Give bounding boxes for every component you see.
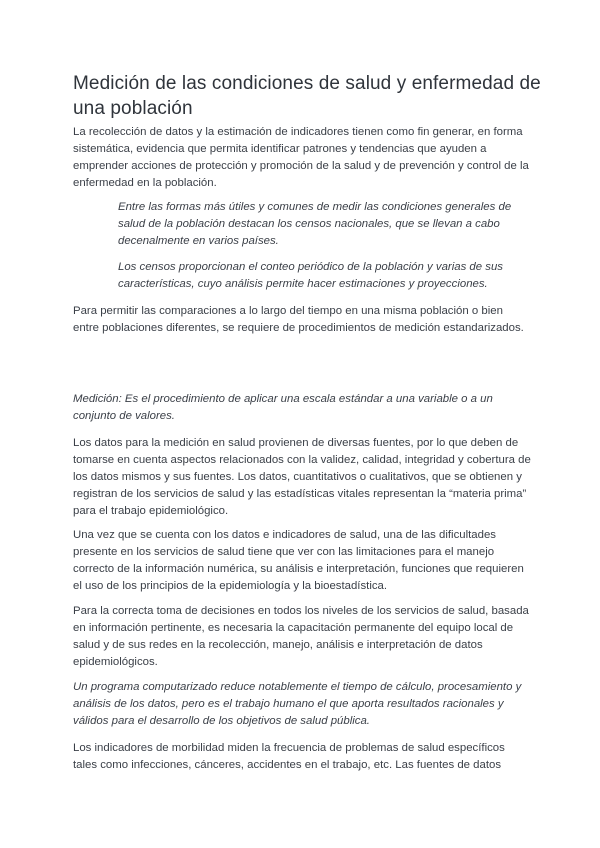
- paragraph-intro: La recolección de datos y la estimación de indicadores tienen como fin generar, en forma sistemática, evidencia que permita identificar patrones y tendencias que ayuden a emprender acciones de protección y promoción de la salud y de prevención y control de la enfermedad en la población.: [73, 126, 529, 189]
- quote-programa-computarizado: Un programa computarizado reduce notablemente el tiempo de cálculo, procesamiento y análisis de los datos, pero es el trabajo humano el que aporta resultados racionales y válidos para el desarrollo de los objetivos de salud pública.: [73, 681, 522, 727]
- definition-medicion: Medición: Es el procedimiento de aplicar una escala estándar a una variable o a un conjunto de valores.: [73, 393, 493, 422]
- paragraph-indicadores-morbilidad: Los indicadores de morbilidad miden la frecuencia de problemas de salud específicos tales como infecciones, cánceres, accidentes en el trabajo, etc. Las fuentes de datos: [73, 742, 505, 771]
- paragraph-fuentes-datos: Los datos para la medición en salud provienen de diversas fuentes, por lo que deben de tomarse en cuenta aspectos relacionados con la validez, calidad, integridad y cobertura de los datos mismos y sus fuentes. Los datos, cuantitativos o cualitativos, que se obtienen y registran de los servicios de salud y las estadísticas vitales representan la “materia prima” para el trabajo epidemiológico.: [73, 437, 531, 517]
- paragraph-comparaciones: Para permitir las comparaciones a lo largo del tiempo en una misma población o bien entre poblaciones diferentes, se requiere de procedimientos de medición estandarizados.: [73, 305, 524, 334]
- quote-censos-conteo: Los censos proporcionan el conteo periódico de la población y varias de sus características, cuyo análisis permite hacer estimaciones y proyecciones.: [118, 261, 503, 290]
- page-title: Medición de las condiciones de salud y enfermedad de una población: [73, 73, 541, 119]
- quote-censos-nacionales: Entre las formas más útiles y comunes de medir las condiciones generales de salud de la población destacan los censos nacionales, que se llevan a cabo decenalmente en varios países.: [118, 201, 512, 247]
- paragraph-dificultades: Una vez que se cuenta con los datos e indicadores de salud, una de las dificultades presente en los servicios de salud tiene que ver con las limitaciones para el manejo correcto de la información numérica, su análisis e interpretación, funciones que requieren el uso de los principios de la epidemiología y la bioestadística.: [73, 529, 524, 592]
- paragraph-toma-decisiones: Para la correcta toma de decisiones en todos los niveles de los servicios de salud, basada en información pertinente, es necesaria la capacitación permanente del equipo local de salud y de sus redes en la recolección, manejo, análisis e interpretación de datos epidemiológicos.: [73, 605, 529, 668]
